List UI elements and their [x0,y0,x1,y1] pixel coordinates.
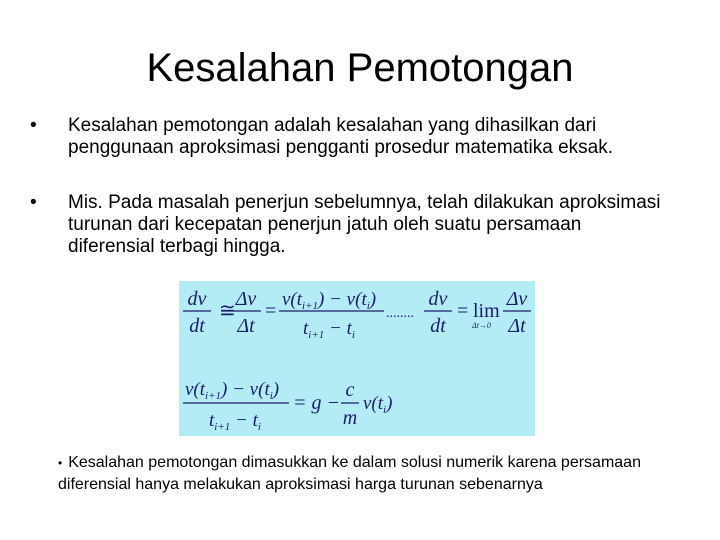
limit-numerator: Δv [506,288,528,310]
rhs-gravity: = g − [293,392,340,414]
equals-sign: = [265,300,277,322]
delta-denominator: Δt [237,315,255,337]
note-marker: • [58,456,63,470]
bullet-marker: • [30,192,37,213]
bullet-parachutist-example [30,192,670,258]
slide-title: Kesalahan Pemotongan [146,46,574,90]
ellipsis: ........ [386,306,414,321]
delta-numerator: Δv [235,288,257,310]
limit-denominator: Δt [508,315,526,337]
equation-graphic [179,281,535,436]
velocity-numerator: $v(t_{i+1}) - v(t_i)$ [185,379,280,402]
velocity-denominator: $t_{i+1} - t_i$ [209,410,261,433]
approx-sign: ≅ [219,300,236,322]
difference-numerator: $v(t_{i+1}) - v(t_i)$ [282,289,377,312]
bullet-marker: • [30,115,37,136]
equals-sign: = [457,300,469,322]
lhs-denominator: dt [189,315,205,337]
bullet-truncation-definition [30,115,670,159]
mass: m [342,407,358,429]
drag-coefficient: c [345,379,355,401]
limit-operator: lim [473,300,500,322]
note-truncation-error [58,452,658,495]
rhs-numerator: dv [428,288,448,310]
velocity-term: $v(t_i)$ [363,393,393,416]
rhs-denominator: dt [430,315,446,337]
lhs-numerator: dv [187,288,207,310]
bullet-text: Kesalahan pemotongan adalah kesalahan yang dihasilkan dari penggunaan aproksimasi pengganti prosedur matematika eksak. [68,115,613,158]
equation-finite-difference [183,288,531,341]
equation-box [179,281,535,436]
difference-denominator: $t_{i+1} - t_i$ [303,318,355,341]
note-text: Kesalahan pemotongan dimasukkan ke dalam solusi numerik karena persamaan diferensial hanya melakukan aproksimasi harga turunan sebenarnya [58,454,641,493]
equation-velocity [183,379,392,433]
bullet-text: Mis. Pada masalah penerjun sebelumnya, telah dilakukan aproksimasi turunan dari kecepatan penerjun jatuh oleh suatu persamaan diferensial terbagi hingga. [68,192,661,257]
limit-subscript: Δt→0 [472,321,491,330]
